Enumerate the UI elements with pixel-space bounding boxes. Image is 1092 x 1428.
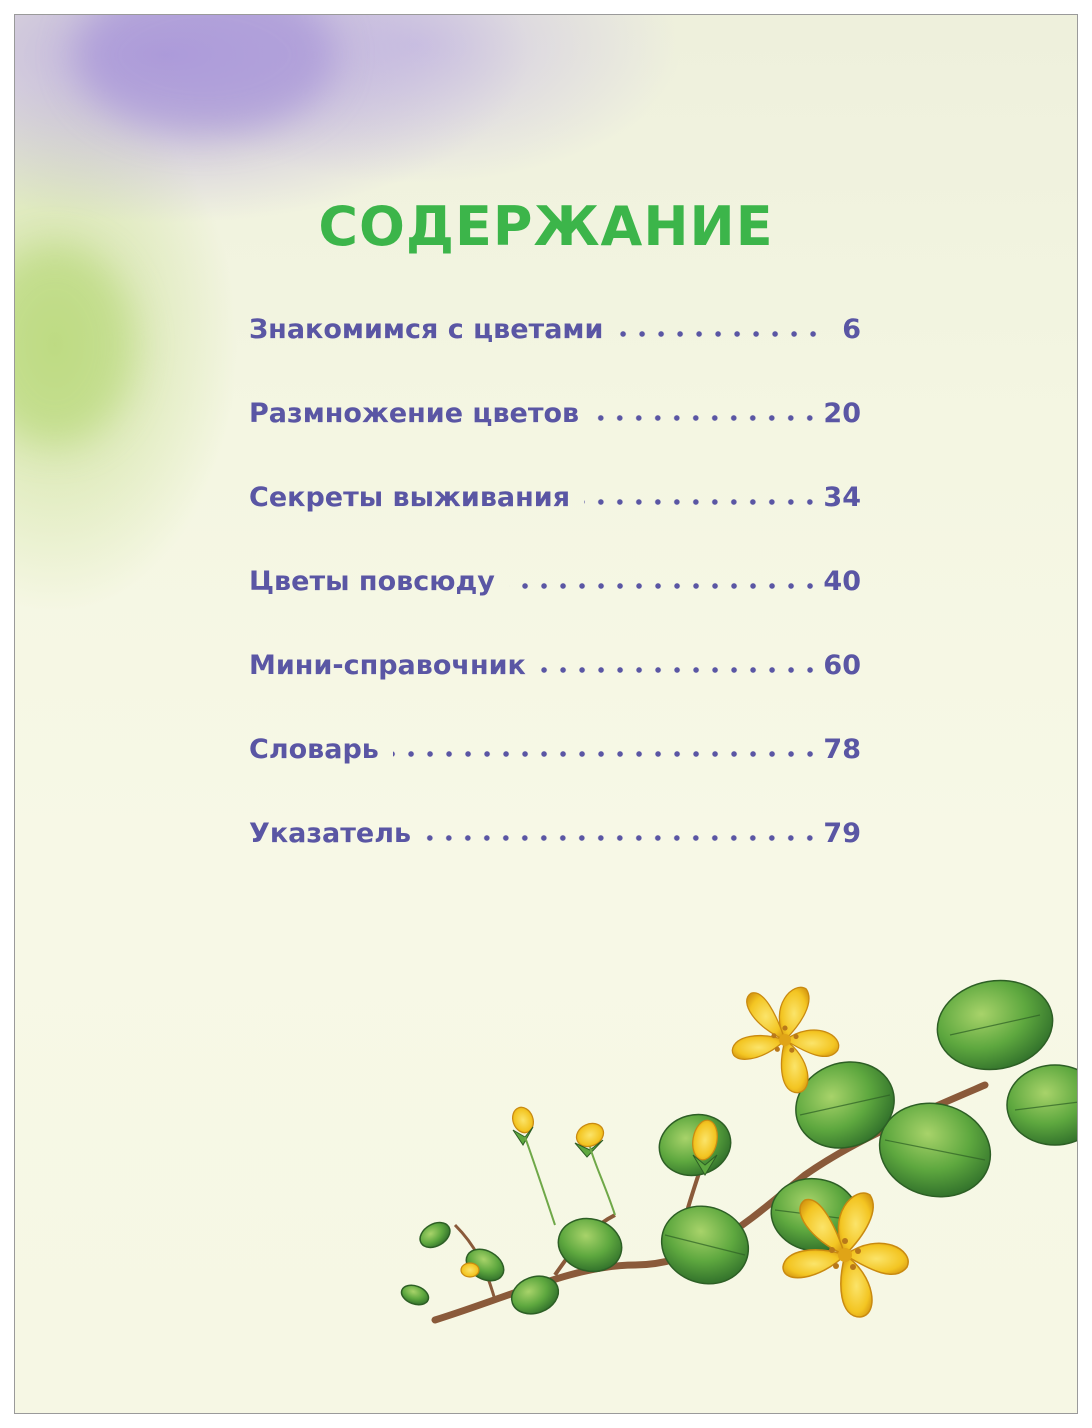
toc-entry-page: 60 [823, 649, 861, 681]
toc-entry-page: 40 [823, 565, 861, 597]
toc-entry[interactable] [249, 791, 861, 875]
dot-leader [425, 835, 819, 841]
flower-branch-illustration [375, 965, 1078, 1414]
lavender-blur [75, 14, 335, 135]
leaf-icon [399, 972, 1078, 1321]
toc-entry-label: Секреты выживания [249, 481, 571, 513]
dot-leader [540, 667, 820, 673]
toc-entry-page: 78 [823, 733, 861, 765]
yellow-flower-icon [783, 1193, 908, 1317]
toc-entry[interactable] [249, 623, 861, 707]
dot-leader [584, 499, 819, 505]
toc-entry-label: Знакомимся с цветами [249, 313, 604, 345]
toc-entry[interactable] [249, 455, 861, 539]
toc-entry-page: 79 [823, 817, 861, 849]
table-of-contents [249, 287, 861, 875]
toc-entry[interactable] [249, 539, 861, 623]
toc-entry-label: Словарь [249, 733, 379, 765]
dot-leader [509, 583, 820, 589]
toc-entry-label: Мини-справочник [249, 649, 526, 681]
toc-entry-label: Указатель [249, 817, 412, 849]
toc-entry-page: 6 [842, 313, 861, 345]
toc-entry[interactable] [249, 707, 861, 791]
green-blur [14, 245, 135, 445]
book-page [14, 14, 1078, 1414]
toc-entry-page: 34 [823, 481, 861, 513]
toc-entry-label: Цветы повсюду [249, 565, 495, 597]
toc-entry-label: Размножение цветов [249, 397, 580, 429]
toc-entry[interactable] [249, 287, 861, 371]
dot-leader [593, 415, 819, 421]
page-title: СОДЕРЖАНИЕ [318, 195, 774, 258]
dot-leader [617, 331, 823, 337]
dot-leader [393, 751, 820, 757]
toc-entry[interactable] [249, 371, 861, 455]
toc-entry-page: 20 [823, 397, 861, 429]
